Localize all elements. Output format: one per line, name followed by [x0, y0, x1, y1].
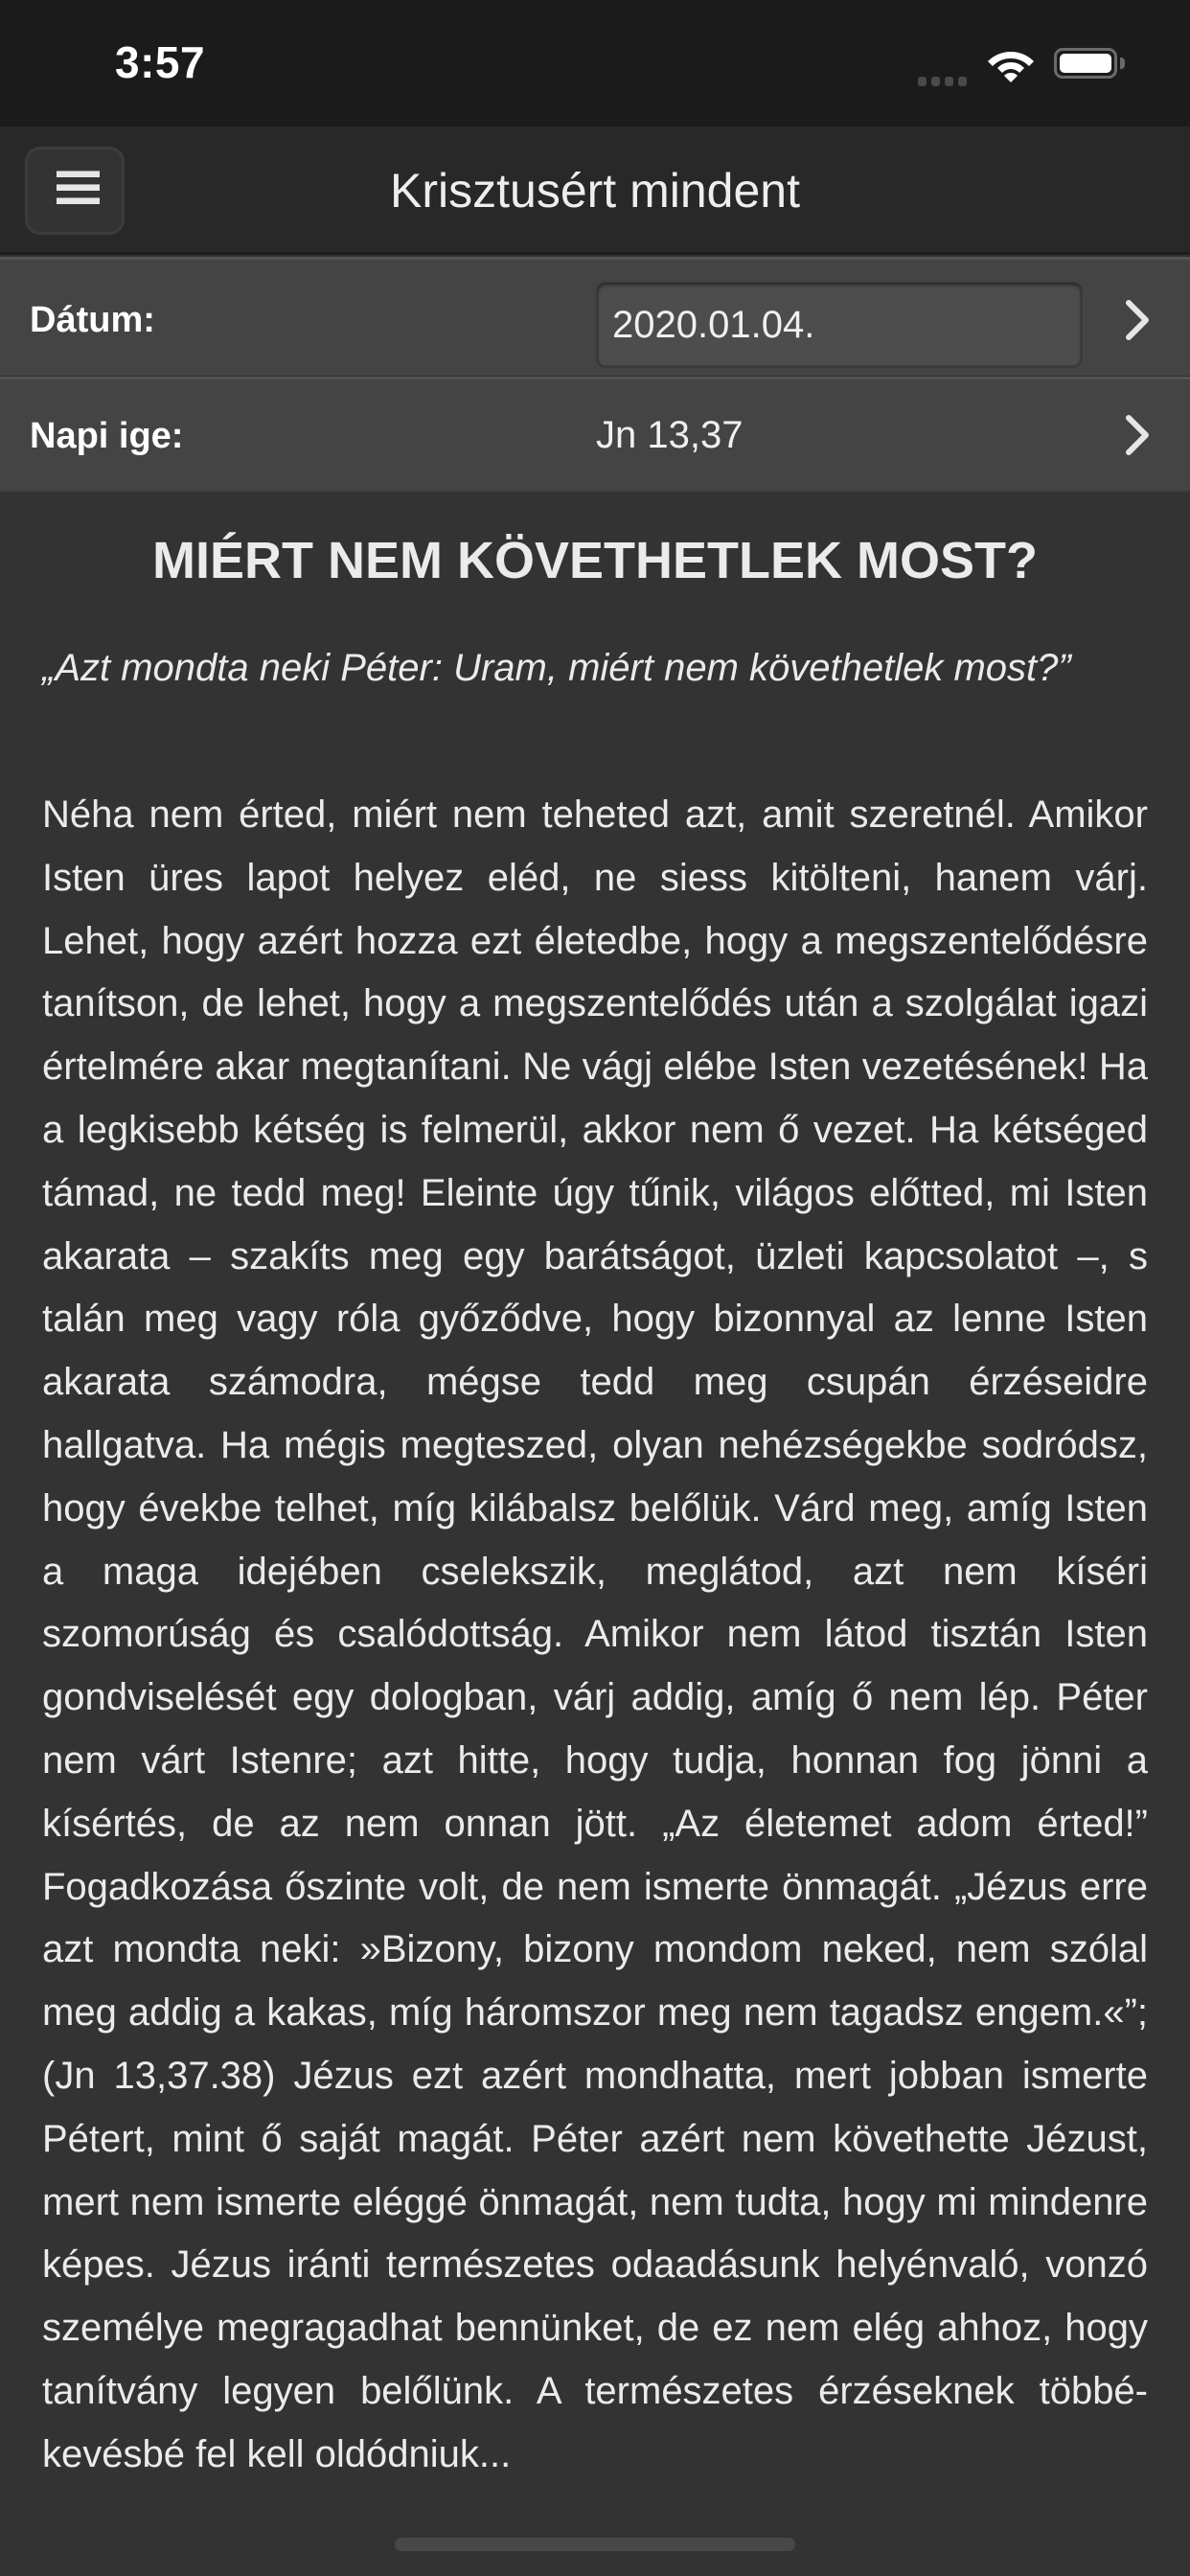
chevron-right-icon[interactable]: [1123, 298, 1152, 342]
battery-icon: [1054, 48, 1117, 79]
status-bar: [0, 0, 1190, 126]
daily-verse-label: Napi ige:: [30, 416, 184, 456]
daily-verse-reference: Jn 13,37: [596, 414, 744, 456]
status-time: 3:57: [115, 37, 206, 87]
signal-dots-icon: [918, 77, 967, 86]
article-content[interactable]: [0, 493, 1190, 2576]
date-label: Dátum:: [30, 300, 155, 340]
daily-verse-row[interactable]: [0, 377, 1190, 493]
chevron-right-icon[interactable]: [1123, 413, 1152, 457]
wifi-icon: [987, 46, 1035, 82]
app-title: Krisztusért mindent: [390, 164, 800, 218]
battery-tip: [1120, 58, 1125, 69]
article-body: Néha nem érted, miért nem teheted azt, amit szeretnél. Amikor Isten üres lapot helyez eléd, ne siess kitölteni, hanem várj. Lehet, hogy azért hozza ezt életedbe, hogy a megszentelődésre tanítson, de lehet, hogy a megszentelődés után a szolgálat igazi értelmére akar megtanítani. Ne vágj elébe Isten vezetésének! Ha a legkisebb kétség is felmerül, akkor nem ő vezet. Ha kétséged támad, ne tedd meg! Eleinte úgy tűnik, világos előtted, mi Isten akarata – szakíts meg egy barátságot, üzleti kapcsolatot –, s talán meg vagy róla győződve, hogy bizonnyal az lenne Isten akarata számodra, mégse tedd meg csupán érzéseidre hallgatva. Ha mégis megteszed, olyan nehézségekbe sodródsz, hogy évekbe telhet, míg kilábalsz belőlük. Várd meg, amíg Isten a maga idejében cselekszik, meglátod, azt nem kíséri szomorúság és csalódottság. Amikor nem látod tisztán Isten gondviselését egy dologban, várj addig, amíg ő nem lép. Péter nem várt Istenre; azt hitte, hogy tudja, honnan fog jönni a kísértés, de az nem onnan jött. „Az életemet adom érted!” Fogadkozása őszinte volt, de nem ismerte önmagát. „Jézus erre azt mondta neki: »Bizony, bizony mondom neked, nem szólal meg addig a kakas, míg háromszor meg nem tagadsz engem.«”; (Jn 13,37.38) Jézus ezt azért mondhatta, mert jobban ismerte Pétert, mint ő saját magát. Péter azért nem követhette Jézust, mert nem ismerte eléggé önmagát, nem tudta, hogy mi mindenre képes. Jézus iránti természetes odaadásunk helyénvaló, vonzó személye megragadhat bennünket, de ez nem elég ahhoz, hogy tanítvány legyen belőlünk. A természetes érzéseknek többé-kevésbé fel kell oldódniuk...: [42, 794, 1148, 2475]
app-header: [0, 126, 1190, 255]
date-row[interactable]: [0, 257, 1190, 376]
date-input[interactable]: 2020.01.04.: [596, 282, 1083, 368]
article-quote: „Azt mondta neki Péter: Uram, miért nem követhetlek most?”: [42, 647, 1071, 689]
home-indicator[interactable]: [395, 2538, 795, 2551]
article-title: MIÉRT NEM KÖVETHETLEK MOST?: [152, 532, 1038, 589]
